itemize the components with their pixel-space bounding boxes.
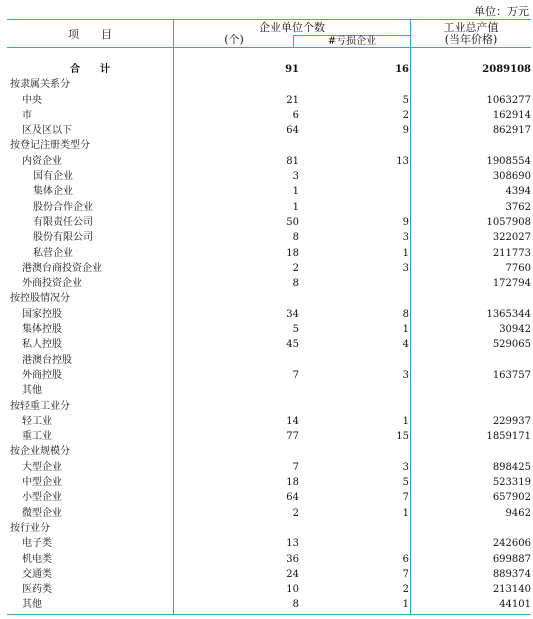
row-label: 市 <box>22 109 32 121</box>
table-bottom-rule <box>7 614 531 615</box>
statistics-table <box>7 62 531 613</box>
enterprise-count: 36 <box>286 553 299 565</box>
table-row <box>7 475 531 490</box>
row-label: 重工业 <box>22 431 52 443</box>
table-row <box>7 261 531 276</box>
enterprise-count: 18 <box>286 247 299 259</box>
category-row <box>7 399 531 414</box>
gross-output-value <box>409 521 531 536</box>
enterprise-count: 18 <box>286 477 299 489</box>
table-row <box>7 337 531 352</box>
loss-enterprise-count: 5 <box>402 477 409 489</box>
row-label: 港澳台控股 <box>22 354 72 366</box>
enterprise-count: 21 <box>286 94 299 106</box>
table-row <box>7 368 531 383</box>
loss-enterprise-count <box>299 200 409 215</box>
header-output-sub: (当年价格) <box>444 33 498 46</box>
enterprise-count: 10 <box>286 584 299 596</box>
gross-output-value: 163757 <box>492 369 531 381</box>
gross-output-value: 162914 <box>492 109 531 121</box>
gross-output-value: 898425 <box>492 461 531 473</box>
gross-output-value: 172794 <box>492 278 531 290</box>
loss-enterprise-count: 1 <box>402 599 409 611</box>
enterprise-count: 5 <box>292 324 299 336</box>
gross-output-value: 3762 <box>505 201 531 213</box>
gross-output-value: 699887 <box>492 553 531 565</box>
enterprise-count: 91 <box>285 64 299 75</box>
loss-enterprise-count <box>299 521 409 536</box>
row-label: 医药类 <box>22 584 52 596</box>
loss-enterprise-count: 1 <box>402 415 409 427</box>
enterprise-count: 77 <box>286 431 299 443</box>
table-row <box>7 93 531 108</box>
loss-enterprise-count: 1 <box>402 507 409 519</box>
loss-enterprise-count <box>299 184 409 199</box>
loss-enterprise-count: 6 <box>402 553 409 565</box>
header-count-title: 企业单位个数 <box>259 21 325 34</box>
row-label: 小型企业 <box>22 492 62 504</box>
table-row <box>7 200 531 215</box>
enterprise-count: 64 <box>286 125 299 137</box>
row-label: 股份合作企业 <box>33 201 93 213</box>
loss-enterprise-count: 3 <box>402 461 409 473</box>
row-label: 有限责任公司 <box>33 216 93 228</box>
gross-output-value: 7760 <box>505 262 531 274</box>
loss-enterprise-count: 9 <box>402 216 409 228</box>
row-label: 其他 <box>22 385 42 397</box>
enterprise-count: 34 <box>286 308 299 320</box>
header-output-title: 工业总产值 <box>443 21 499 34</box>
header-count-unit: (个) <box>224 33 244 46</box>
row-label: 外商投资企业 <box>22 278 82 290</box>
gross-output-value: 242606 <box>492 538 531 550</box>
row-label: 集体控股 <box>22 324 62 336</box>
loss-enterprise-count <box>299 138 409 153</box>
row-label: 中央 <box>22 94 42 106</box>
gross-output-value: 44101 <box>499 599 531 611</box>
enterprise-count: 14 <box>286 415 299 427</box>
loss-enterprise-count <box>299 291 409 306</box>
enterprise-count: 2 <box>292 507 299 519</box>
unit-label: 单位：万元 <box>474 5 529 18</box>
gross-output-value: 523319 <box>492 477 531 489</box>
row-label: 交通类 <box>22 568 52 580</box>
loss-enterprise-count <box>299 77 409 92</box>
enterprise-count <box>173 291 299 306</box>
row-label: 按控股情况分 <box>10 293 70 305</box>
loss-enterprise-count: 5 <box>402 94 409 106</box>
enterprise-count <box>173 521 299 536</box>
gross-output-value <box>409 353 531 368</box>
gross-output-value: 1057908 <box>486 216 531 228</box>
gross-output-value: 308690 <box>492 171 531 183</box>
enterprise-count: 1 <box>292 186 299 198</box>
table-row <box>7 490 531 505</box>
loss-enterprise-count: 3 <box>402 369 409 381</box>
gross-output-value <box>409 291 531 306</box>
gross-output-value: 1859171 <box>486 431 531 443</box>
table-row <box>7 276 531 291</box>
table-row <box>7 567 531 582</box>
loss-enterprise-count: 3 <box>402 262 409 274</box>
gross-output-value: 2089108 <box>482 64 531 75</box>
enterprise-count <box>173 77 299 92</box>
loss-enterprise-count: 7 <box>402 492 409 504</box>
enterprise-count: 45 <box>286 339 299 351</box>
gross-output-value: 1908554 <box>486 155 531 167</box>
row-label: 按隶属关系分 <box>10 79 70 91</box>
enterprise-count: 24 <box>286 568 299 580</box>
row-label: 按登记注册类型分 <box>10 140 90 152</box>
gross-output-value: 4394 <box>505 186 531 198</box>
enterprise-count: 8 <box>292 599 299 611</box>
row-label: 机电类 <box>22 553 52 565</box>
row-label: 按企业规模分 <box>10 446 70 458</box>
table-row <box>7 215 531 230</box>
enterprise-count: 8 <box>292 278 299 290</box>
row-label: 外商控股 <box>22 369 62 381</box>
table-row <box>7 123 531 138</box>
enterprise-count <box>173 444 299 459</box>
enterprise-count <box>173 399 299 414</box>
gross-output-value: 529065 <box>492 339 531 351</box>
row-label: 集体企业 <box>33 186 73 198</box>
enterprise-count: 2 <box>292 262 299 274</box>
gross-output-value: 9462 <box>505 507 531 519</box>
gross-output-value: 211773 <box>492 247 531 259</box>
row-label: 轻工业 <box>22 415 52 427</box>
category-row <box>7 291 531 306</box>
loss-enterprise-count: 1 <box>402 324 409 336</box>
enterprise-count: 6 <box>292 109 299 121</box>
gross-output-value: 30942 <box>499 324 531 336</box>
loss-enterprise-count <box>299 169 409 184</box>
enterprise-count <box>173 353 299 368</box>
table-row <box>7 460 531 475</box>
enterprise-count: 7 <box>292 461 299 473</box>
row-label: 区及区以下 <box>22 125 72 137</box>
loss-enterprise-count <box>299 444 409 459</box>
row-label: 股份有限公司 <box>33 232 93 244</box>
row-label: 内资企业 <box>22 155 62 167</box>
table-row <box>7 169 531 184</box>
category-row <box>7 77 531 92</box>
loss-enterprise-count: 16 <box>395 64 409 75</box>
row-label: 国有企业 <box>33 171 73 183</box>
loss-enterprise-count: 7 <box>402 568 409 580</box>
row-label: 港澳台商投资企业 <box>22 262 102 274</box>
loss-enterprise-count <box>299 383 409 398</box>
table-row <box>7 184 531 199</box>
loss-enterprise-count <box>299 536 409 551</box>
table-row <box>7 353 531 368</box>
table-row <box>7 429 531 444</box>
enterprise-count: 3 <box>292 171 299 183</box>
gross-output-value <box>409 383 531 398</box>
loss-enterprise-count: 1 <box>402 247 409 259</box>
row-label: 合 计 <box>70 64 110 75</box>
gross-output-value: 229937 <box>492 415 531 427</box>
gross-output-value <box>409 444 531 459</box>
gross-output-value <box>409 399 531 414</box>
category-row <box>7 444 531 459</box>
row-label: 微型企业 <box>22 507 62 519</box>
table-row <box>7 414 531 429</box>
header-top-rule <box>7 19 531 20</box>
gross-output-value: 889374 <box>492 568 531 580</box>
category-row <box>7 521 531 536</box>
table-row <box>7 307 531 322</box>
row-label: 大型企业 <box>22 461 62 473</box>
enterprise-count: 7 <box>292 369 299 381</box>
gross-output-value <box>409 138 531 153</box>
enterprise-count <box>173 383 299 398</box>
loss-enterprise-count <box>299 399 409 414</box>
table-row <box>7 582 531 597</box>
gross-output-value: 1365344 <box>486 308 531 320</box>
enterprise-count: 50 <box>286 216 299 228</box>
loss-enterprise-count: 2 <box>402 584 409 596</box>
loss-enterprise-count: 9 <box>402 125 409 137</box>
enterprise-count: 81 <box>286 155 299 167</box>
table-row <box>7 108 531 123</box>
gross-output-value: 657902 <box>492 492 531 504</box>
table-row <box>7 536 531 551</box>
row-label: 按轻重工业分 <box>10 400 70 412</box>
table-row <box>7 597 531 612</box>
loss-enterprise-count: 2 <box>402 109 409 121</box>
category-row <box>7 138 531 153</box>
loss-enterprise-count: 4 <box>402 339 409 351</box>
table-row <box>7 552 531 567</box>
gross-output-value: 1063277 <box>486 94 531 106</box>
total-row <box>7 62 531 77</box>
row-label: 私营企业 <box>33 247 73 259</box>
enterprise-count <box>173 138 299 153</box>
row-label: 中型企业 <box>22 477 62 489</box>
enterprise-count: 13 <box>286 538 299 550</box>
gross-output-value: 862917 <box>492 125 531 137</box>
table-row <box>7 383 531 398</box>
loss-enterprise-count: 8 <box>402 308 409 320</box>
row-label: 按行业分 <box>10 522 50 534</box>
row-label: 私人控股 <box>22 339 62 351</box>
header-loss-enterprises: #亏损企业 <box>327 36 377 47</box>
row-label: 电子类 <box>22 538 52 550</box>
table-row <box>7 230 531 245</box>
gross-output-value <box>409 77 531 92</box>
enterprise-count: 64 <box>286 492 299 504</box>
table-row <box>7 322 531 337</box>
loss-enterprise-count <box>299 276 409 291</box>
table-row <box>7 246 531 261</box>
loss-enterprise-count: 15 <box>396 431 409 443</box>
enterprise-count: 8 <box>292 232 299 244</box>
header-item: 项 目 <box>68 28 112 41</box>
gross-output-value: 213140 <box>492 584 531 596</box>
header-bottom-rule <box>7 47 531 48</box>
table-row <box>7 506 531 521</box>
loss-enterprise-count: 13 <box>396 155 409 167</box>
loss-enterprise-count <box>299 353 409 368</box>
enterprise-count: 1 <box>292 201 299 213</box>
table-row <box>7 154 531 169</box>
row-label: 其他 <box>22 599 42 611</box>
gross-output-value: 322027 <box>492 232 531 244</box>
row-label: 国家控股 <box>22 308 62 320</box>
loss-enterprise-count: 3 <box>402 232 409 244</box>
